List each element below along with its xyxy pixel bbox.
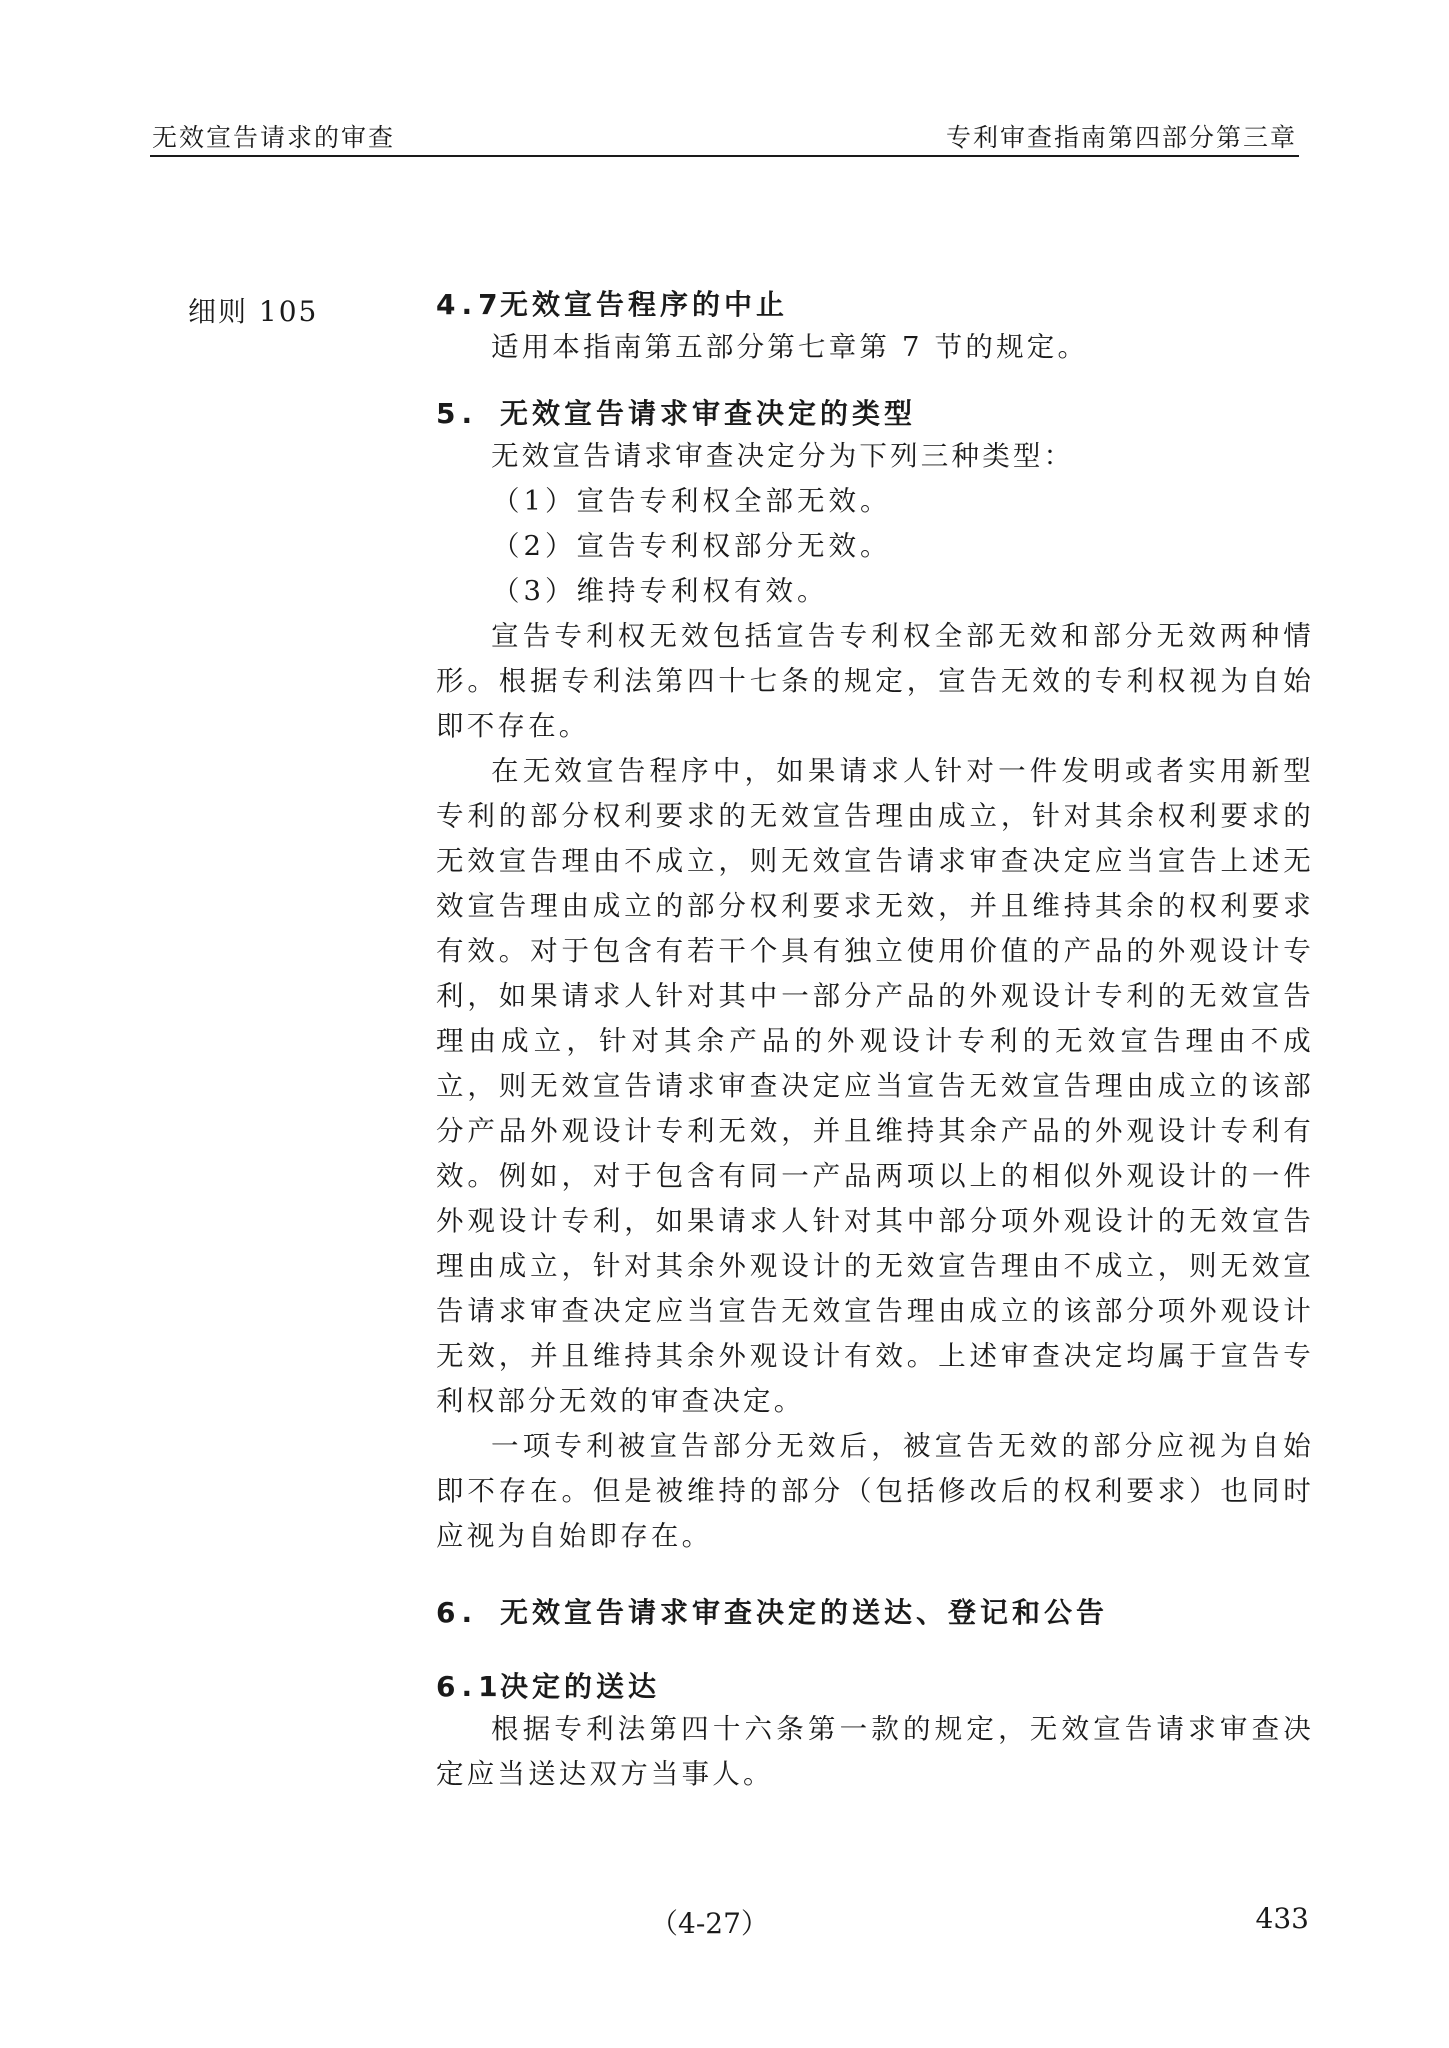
section-6-1-body: 根据专利法第四十六条第一款的规定，无效宣告请求审查决定应当送达双方当事人。 (436, 1713, 1314, 1790)
list-item: （1）宣告专利权全部无效。 (492, 485, 892, 517)
section-6-1-heading (436, 1667, 1314, 1707)
section-title: 无效宣告请求审查决定的送达、登记和公告 (500, 1596, 1109, 1629)
section-4-7-body: 适用本指南第五部分第七章第 7 节的规定。 (491, 331, 1089, 363)
list-item: （2）宣告专利权部分无效。 (492, 530, 892, 562)
chapter-page-reference: （4-27） (650, 1907, 769, 1940)
section-title: 无效宣告程序的中止 (500, 288, 789, 321)
section-5-intro: 无效宣告请求审查决定分为下列三种类型： (491, 440, 1075, 472)
page-number: 433 (1255, 1902, 1309, 1935)
running-header-right: 专利审查指南第四部分第三章 (945, 123, 1297, 152)
section-5-heading (436, 394, 1314, 434)
section-5-paragraph-1: 宣告专利权无效包括宣告专利权全部无效和部分无效两种情形。根据专利法第四十七条的规定，宣告无效的专利权视为自始即不存在。 (436, 620, 1314, 742)
section-title: 无效宣告请求审查决定的类型 (500, 397, 917, 430)
section-number: 6.1 (436, 1670, 504, 1703)
section-number: 4.7 (436, 288, 504, 321)
running-header-left: 无效宣告请求的审查 (152, 123, 396, 152)
header-divider (150, 155, 1299, 157)
section-number: 6. (436, 1596, 479, 1629)
document-body (436, 285, 1314, 1797)
section-6-heading (436, 1593, 1314, 1633)
section-number: 5. (436, 397, 479, 430)
list-item: （3）维持专利权有效。 (492, 575, 829, 607)
section-4-7-heading (436, 285, 1314, 325)
margin-note-rule-reference: 细则 105 (188, 295, 319, 328)
section-5-paragraph-3: 一项专利被宣告部分无效后，被宣告无效的部分应视为自始即不存在。但是被维持的部分（包括修改后的权利要求）也同时应视为自始即存在。 (436, 1430, 1314, 1552)
section-title: 决定的送达 (500, 1670, 661, 1703)
section-5-paragraph-2: 在无效宣告程序中，如果请求人针对一件发明或者实用新型专利的部分权利要求的无效宣告理由成立，针对其余权利要求的无效宣告理由不成立，则无效宣告请求审查决定应当宣告上述无效宣告理由成立的部分权利要求无效，并且维持其余的权利要求有效。对于包含有若干个具有独立使用价值的产品的外观设计专利，如果请求人针对其中一部分产品的外观设计专利的无效宣告理由成立，针对其余产品的外观设计专利的无效宣告理由不成立，则无效宣告请求审查决定应当宣告无效宣告理由成立的该部分产品外观设计专利无效，并且维持其余产品的外观设计专利有效。例如，对于包含有同一产品两项以上的相似外观设计的一件外观设计专利，如果请求人针对其中部分项外观设计的无效宣告理由成立，针对其余外观设计的无效宣告理由不成立，则无效宣告请求审查决定应当宣告无效宣告理由成立的该部分项外观设计无效，并且维持其余外观设计有效。上述审查决定均属于宣告专利权部分无效的审查决定。 (436, 755, 1314, 1417)
